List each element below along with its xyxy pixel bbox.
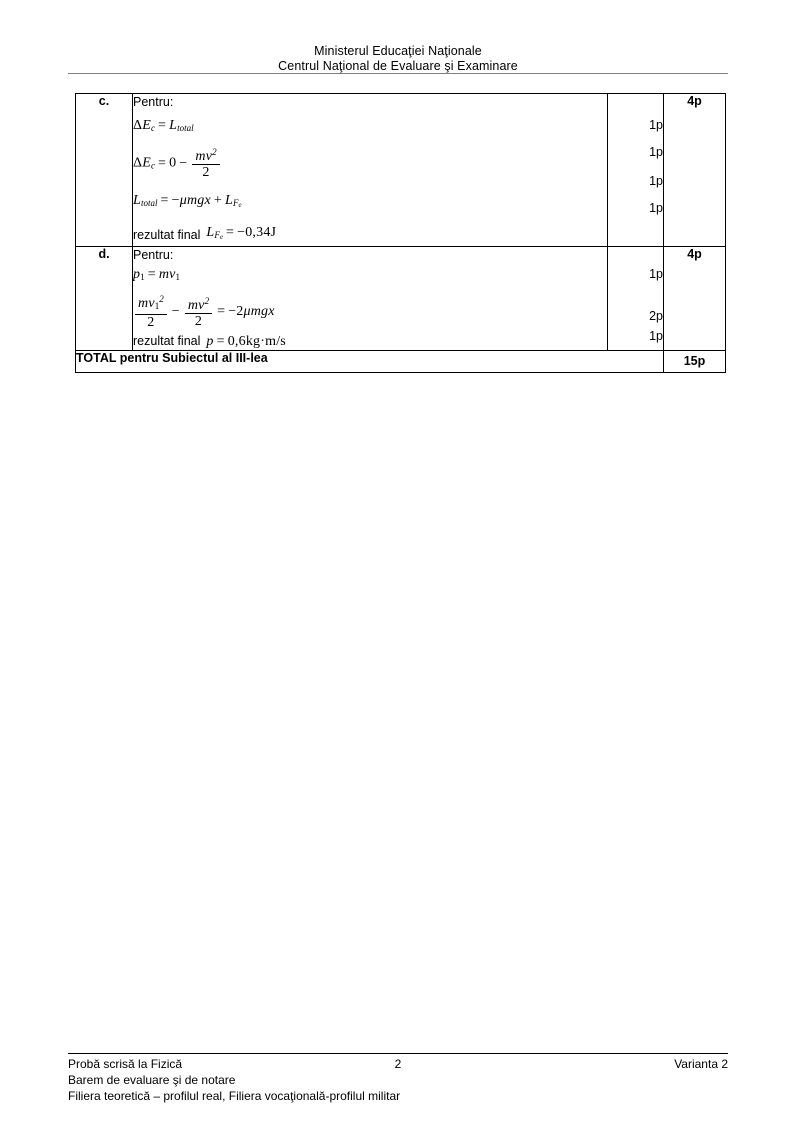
intro-text-c: Pentru: — [133, 95, 174, 109]
row-label-d: d. — [76, 247, 133, 351]
table-total-row — [76, 351, 726, 373]
document-footer — [68, 1056, 728, 1104]
formula-kinetic-energy-difference: $\frac{mv_1^2}{2}$ − $\frac{mv^2}{2}$ = −2μmgx — [133, 294, 607, 330]
fraction-mv2-over-2: $\frac{mv^2}{2}$ — [192, 146, 219, 179]
subscript-fe: Fe — [233, 198, 242, 209]
row-total-points-d: 4p — [664, 247, 726, 351]
row-points-d — [608, 247, 664, 351]
points-step: 2p — [649, 309, 663, 323]
table-row — [76, 247, 726, 351]
grading-table-wrapper — [75, 93, 725, 373]
fraction-mv1squared-over-2: $\frac{mv_1^2}{2}$ — [135, 293, 167, 329]
result-line-p: rezultat final p = 0,6kg·m/s — [133, 334, 286, 349]
table-row — [76, 94, 726, 247]
footer-divider — [68, 1053, 728, 1054]
row-label-c: c. — [76, 94, 133, 247]
header-divider — [68, 73, 728, 74]
grading-table — [75, 93, 726, 373]
header-ministry-line: Ministerul Educaţiei Naţionale — [314, 44, 482, 58]
points-step: 1p — [649, 174, 663, 188]
footer-variant: Varianta 2 — [674, 1057, 728, 1071]
points-step: 1p — [649, 201, 663, 215]
formula-p1-equals-mv1: $p_1 = mv_1$ — [133, 267, 181, 282]
total-points: 15p — [664, 351, 726, 373]
points-step: 1p — [649, 329, 663, 343]
points-step: 1p — [649, 145, 663, 159]
document-header — [68, 44, 728, 74]
points-step: 1p — [649, 267, 663, 281]
row-points-c — [608, 94, 664, 247]
fraction-mv2-over-2: $\frac{mv^2}{2}$ — [185, 295, 212, 328]
footer-profile-line: Filiera teoretică – profilul real, Filiera vocaţională-profilul militar — [68, 1089, 401, 1103]
formula-delta-ec-equals-ltotal: $\Delta E_c = L_{total}$ — [133, 118, 194, 133]
points-step: 1p — [649, 118, 663, 132]
row-body-d — [133, 247, 608, 351]
row-body-c — [133, 94, 608, 247]
footer-subtitle: Barem de evaluare şi de notare — [68, 1073, 236, 1087]
footer-exam-title: Probă scrisă la Fizică — [68, 1057, 183, 1071]
subscript-fe: Fe — [214, 230, 224, 241]
formula-delta-ec-equals-zero-minus-mv2-over-2: $\Delta E_c = 0$ − $\frac{mv^2}{2}$ — [133, 147, 607, 180]
footer-page-number: 2 — [394, 1057, 402, 1071]
header-center-line: Centrul Naţional de Evaluare şi Examinare — [278, 59, 518, 73]
intro-text-d: Pentru: — [133, 248, 174, 262]
total-label: TOTAL pentru Subiectul al III-lea — [76, 351, 664, 373]
row-total-points-c: 4p — [664, 94, 726, 247]
formula-ltotal-equals-minus-mu-mgx-plus-lfe: $L_{total} = -\mu mgx + L_{F_e}$ — [133, 193, 242, 209]
result-line-lfe: rezultat final $L_{F_e} = -0,34J$ — [133, 225, 277, 242]
